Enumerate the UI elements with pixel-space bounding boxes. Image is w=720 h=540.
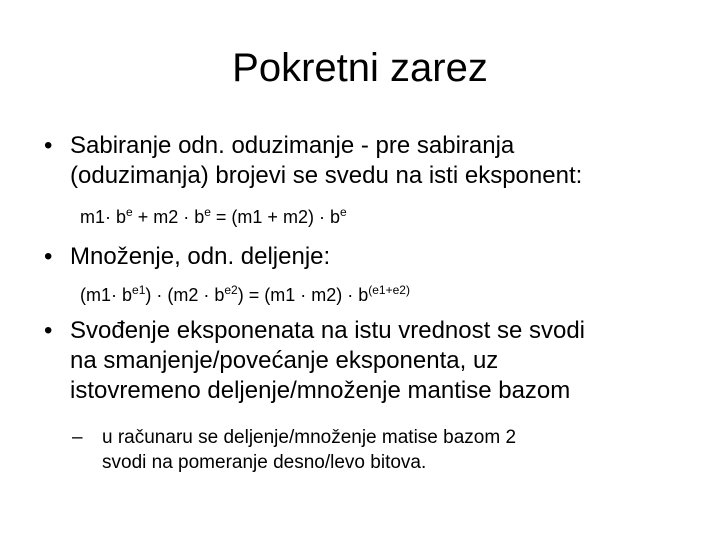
- sub-bullet-line: svodi na pomeranje desno/levo bitova.: [102, 452, 427, 473]
- formula-exponent: e1: [132, 283, 146, 297]
- formula-part: ) · (m2 · b: [145, 285, 225, 305]
- formula-exponent: (e1+e2): [368, 283, 410, 297]
- bullet-multiplication: [44, 242, 710, 272]
- formula-addition: [80, 206, 347, 228]
- formula-exponent: e2: [224, 283, 238, 297]
- formula-part: ) = (m1 · m2) · b: [237, 285, 369, 305]
- formula-multiplication: [80, 284, 410, 306]
- bullet-line: istovremeno deljenje/množenje mantise bazom: [70, 377, 571, 404]
- bullet-marker: •: [44, 132, 53, 159]
- bullet-normalization: [44, 316, 710, 406]
- formula-exponent: e: [126, 205, 133, 219]
- formula-part: (m1· b: [80, 285, 133, 305]
- formula-part: = (m1 + m2) · b: [210, 207, 340, 227]
- bullet-line: Svođenje eksponenata na istu vrednost se svodi: [70, 317, 586, 344]
- sub-bullet-line: u računaru se deljenje/množenje matise bazom 2: [102, 427, 517, 448]
- sub-bullet-marker: –: [72, 427, 83, 448]
- formula-part: m1· b: [80, 207, 127, 227]
- bullet-marker: •: [44, 243, 53, 270]
- formula-exponent: e: [339, 205, 347, 219]
- bullet-line: (oduzimanja) brojevi se svedu na isti eksponent:: [70, 162, 583, 189]
- sub-bullet-computer: [72, 425, 702, 475]
- bullet-line: na smanjenje/povećanje eksponenta, uz: [70, 347, 499, 374]
- slide-title: Pokretni zarez: [232, 46, 488, 90]
- bullet-line: Množenje, odn. deljenje:: [70, 243, 331, 270]
- bullet-marker: •: [44, 317, 53, 344]
- formula-exponent: e: [204, 205, 211, 219]
- bullet-line: Sabiranje odn. oduzimanje - pre sabiranja: [70, 132, 515, 159]
- formula-part: + m2 · b: [132, 207, 205, 227]
- bullet-addition: [44, 131, 710, 191]
